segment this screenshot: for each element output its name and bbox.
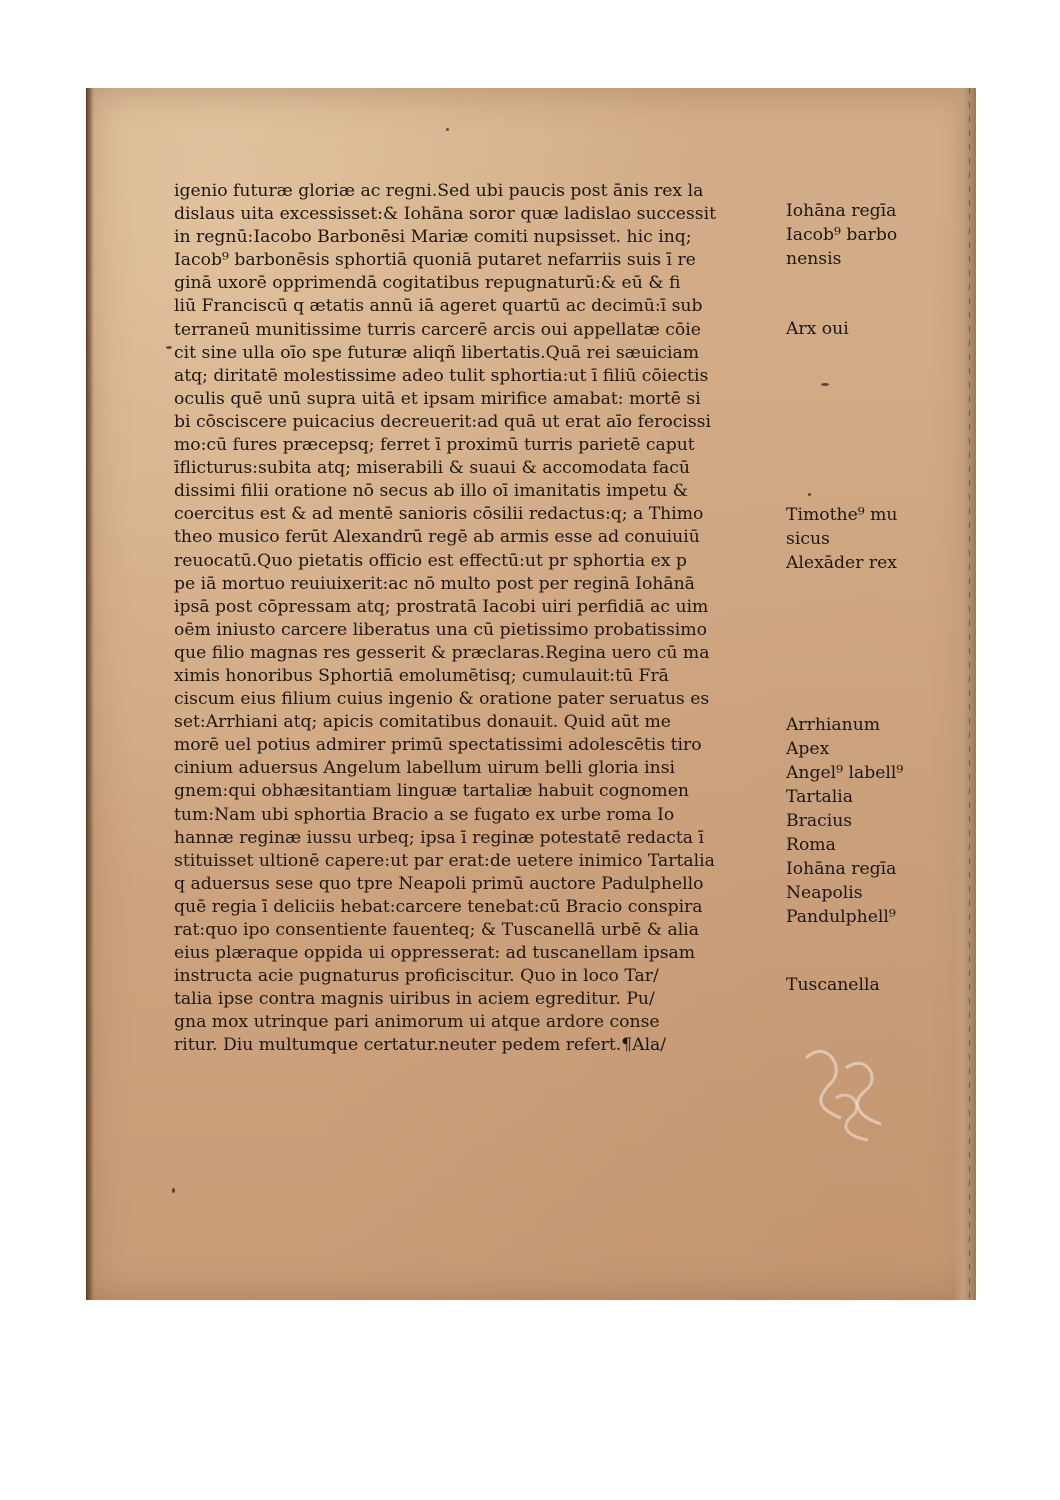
text-line: rat:quo ipo consentiente fauenteq; & Tuscanellā urbē & alia <box>174 920 700 940</box>
margin-note: Bracius <box>786 811 853 831</box>
text-line: instructa acie pugnaturus proficiscitur. Quo in loco Tar/ <box>174 966 659 987</box>
text-line: pe iā mortuo reuiuixerit:ac nō multo post per reginā Iohānā <box>174 573 695 594</box>
text-line: morē uel potius admirer primū spectatissimi adolescētis tiro <box>174 735 702 756</box>
text-line: oculis quē unū supra uitā et ipsam mirifice amabat: mortē si <box>174 388 701 409</box>
speck <box>166 346 172 349</box>
scanned-page <box>86 88 976 1300</box>
text-line: gnem:qui obhæsitantiam linguæ tartaliæ habuit cognomen <box>174 781 689 802</box>
text-line: bi cōsciscere puicacius decreuerit:ad quā ut erat aīo ferocissi <box>174 411 711 432</box>
text-line: cinium aduersus Angelum labellum uirum belli gloria insi <box>174 758 676 779</box>
text-line: quē regia ī deliciis hebat:carcere tenebat:cū Bracio conspira <box>174 896 703 917</box>
speck <box>172 1188 175 1193</box>
speck <box>446 128 449 131</box>
text-line: terraneū munitissime turris carcerē arcis oui appellatæ cōie <box>174 319 701 340</box>
text-line: eius plæraque oppida ui oppresserat: ad tuscanellam ipsam <box>174 943 696 964</box>
margin-note: Timothe⁹ mu <box>786 505 898 525</box>
margin-note: Pandulphell⁹ <box>786 907 896 927</box>
speck <box>808 493 811 496</box>
text-line: ginā uxorē opprimendā cogitatibus repugnaturū:& eū & fi <box>174 273 681 294</box>
text-line: oēm iniusto carcere liberatus una cū pietissimo probatissimo <box>174 619 707 640</box>
text-line: theo musico ferūt Alexandrū regē ab armis esse ad conuiuiū <box>174 527 700 548</box>
margin-note: Apex <box>786 739 830 759</box>
text-line: gna mox utrinque pari animorum ui atque ardore conse <box>174 1012 660 1033</box>
text-line: stituisset ultionē capere:ut par erat:de uetere inimico Tartalia <box>174 850 715 871</box>
margin-note: Arrhianum <box>786 715 881 735</box>
text-line: dissimi filii oratione nō secus ab illo oī imanitatis impetu & <box>174 481 688 502</box>
text-line: tum:Nam ubi sphortia Bracio a se fugato ex urbe roma Io <box>174 804 675 825</box>
text-line: liū Franciscū q ætatis annū iā ageret quartū ac decimū:ī sub <box>174 296 703 317</box>
text-line: ciscum eius filium cuius ingenio & oratione pater seruatus es <box>174 689 710 710</box>
text-line: hannæ reginæ iussu urbeq; ipsa ī reginæ potestatē redacta ī <box>174 827 704 848</box>
margin-note: Neapolis <box>786 883 863 903</box>
watermark-flourish <box>786 1028 906 1148</box>
margin-note: Angel⁹ labell⁹ <box>786 763 904 783</box>
text-line: atq; diritatē molestissime adeo tulit sphortia:ut ī filiū cōiectis <box>174 365 709 386</box>
text-line: dislaus uita excessisset:& Iohāna soror quæ ladislao successit <box>174 204 716 225</box>
text-line: ipsā post cōpressam atq; prostratā Iacobi uiri perfidiā ac uim <box>174 596 709 617</box>
text-line: q aduersus sese quo tpre Neapoli primū auctore Padulphello <box>174 873 704 894</box>
main-text-block <box>174 180 784 1058</box>
text-line: cit sine ulla oīo spe futuræ aliqñ libertatis.Quā rei sæuiciam <box>174 342 700 363</box>
margin-note: Roma <box>786 835 836 855</box>
text-line: in regnū:Iacobo Barbonēsi Mariæ comiti nupsisset. hic inq; <box>174 227 692 248</box>
text-line: ritur. Diu multumque certatur.neuter pedem refert.¶Ala/ <box>174 1035 667 1056</box>
text-line: que filio magnas res gesserit & præclaras.Regina uero cū ma <box>174 642 710 663</box>
page-left-edge <box>86 88 94 1300</box>
margin-note: Iacob⁹ barbo <box>786 225 898 245</box>
text-line: igenio futuræ gloriæ ac regni.Sed ubi paucis post ānis rex la <box>174 181 704 201</box>
text-line: talia ipse contra magnis uiribus in aciem egreditur. Pu/ <box>174 989 655 1010</box>
text-line: coercitus est & ad mentē sanioris cōsilii redactus:q; a Thimo <box>174 504 704 525</box>
margin-note: Iohāna regīa <box>786 201 897 221</box>
text-line: īflicturus:subita atq; miserabili & suaui & accomodata facū <box>174 458 690 479</box>
text-line: ximis honoribus Sphortiā emolumētisq; cumulauit:tū Frā <box>174 665 669 686</box>
margin-note: Alexāder rex <box>786 553 897 573</box>
margin-note: Arx oui <box>786 319 849 339</box>
margin-note: sicus <box>786 529 830 549</box>
text-line: set:Arrhiani atq; apicis comitatibus donauit. Quid aūt me <box>174 712 671 733</box>
margin-note: Tartalia <box>786 787 853 807</box>
text-line: reuocatū.Quo pietatis officio est effectū:ut pr sphortia ex p <box>174 550 687 571</box>
margin-note: Iohāna regīa <box>786 859 897 879</box>
margin-note: nensis <box>786 249 842 269</box>
margin-note: Tuscanella <box>786 975 880 995</box>
page-right-edge <box>954 88 976 1300</box>
text-line: mo:cū fures præcepsq; ferret ī proximū turris parietē caput <box>174 435 695 456</box>
text-line: Iacob⁹ barbonēsis sphortiā quoniā putaret nefarriis suis ī re <box>174 250 696 271</box>
speck <box>821 383 829 386</box>
